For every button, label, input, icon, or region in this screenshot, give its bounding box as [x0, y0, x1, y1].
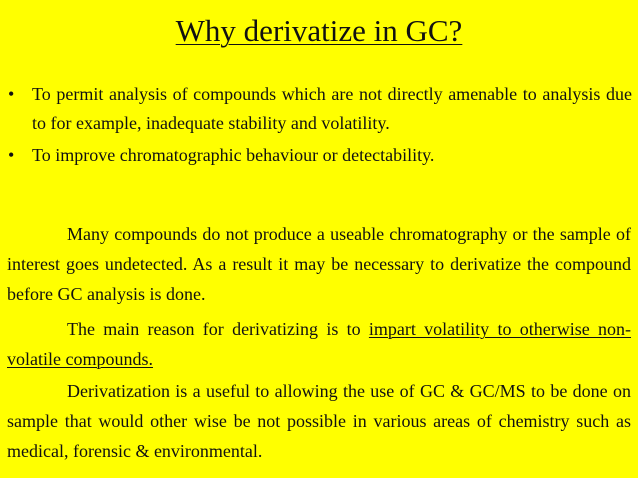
bullet-list	[8, 80, 632, 170]
bullet-item	[8, 80, 632, 138]
bullet-text: To improve chromatographic behaviour or detectability.	[32, 145, 435, 165]
paragraph-1	[7, 219, 631, 309]
paragraph-2-underlined-text: impart volatility to otherwise non-volatile compounds.	[7, 319, 631, 369]
bullet-text: To permit analysis of compounds which are not directly amenable to analysis due to for example, inadequate stability and volatility.	[32, 84, 632, 133]
paragraph-3	[7, 376, 631, 466]
bullet-marker: •	[8, 145, 15, 165]
paragraph-1-text: Many compounds do not produce a useable chromatography or the sample of interest goes undetected. As a result it may be necessary to derivatize the compound before GC analysis is done.	[7, 224, 631, 304]
paragraph-2-text: The main reason for derivatizing is to	[67, 319, 369, 339]
bullet-marker: •	[8, 84, 15, 104]
paragraph-2	[7, 314, 631, 374]
bullet-item	[8, 141, 632, 170]
paragraph-3-text: Derivatization is a useful to allowing the use of GC & GC/MS to be done on sample that would other wise be not possible in various areas of chemistry such as medical, forensic & environmental.	[7, 381, 631, 461]
slide-title: Why derivatize in GC?	[175, 13, 463, 48]
